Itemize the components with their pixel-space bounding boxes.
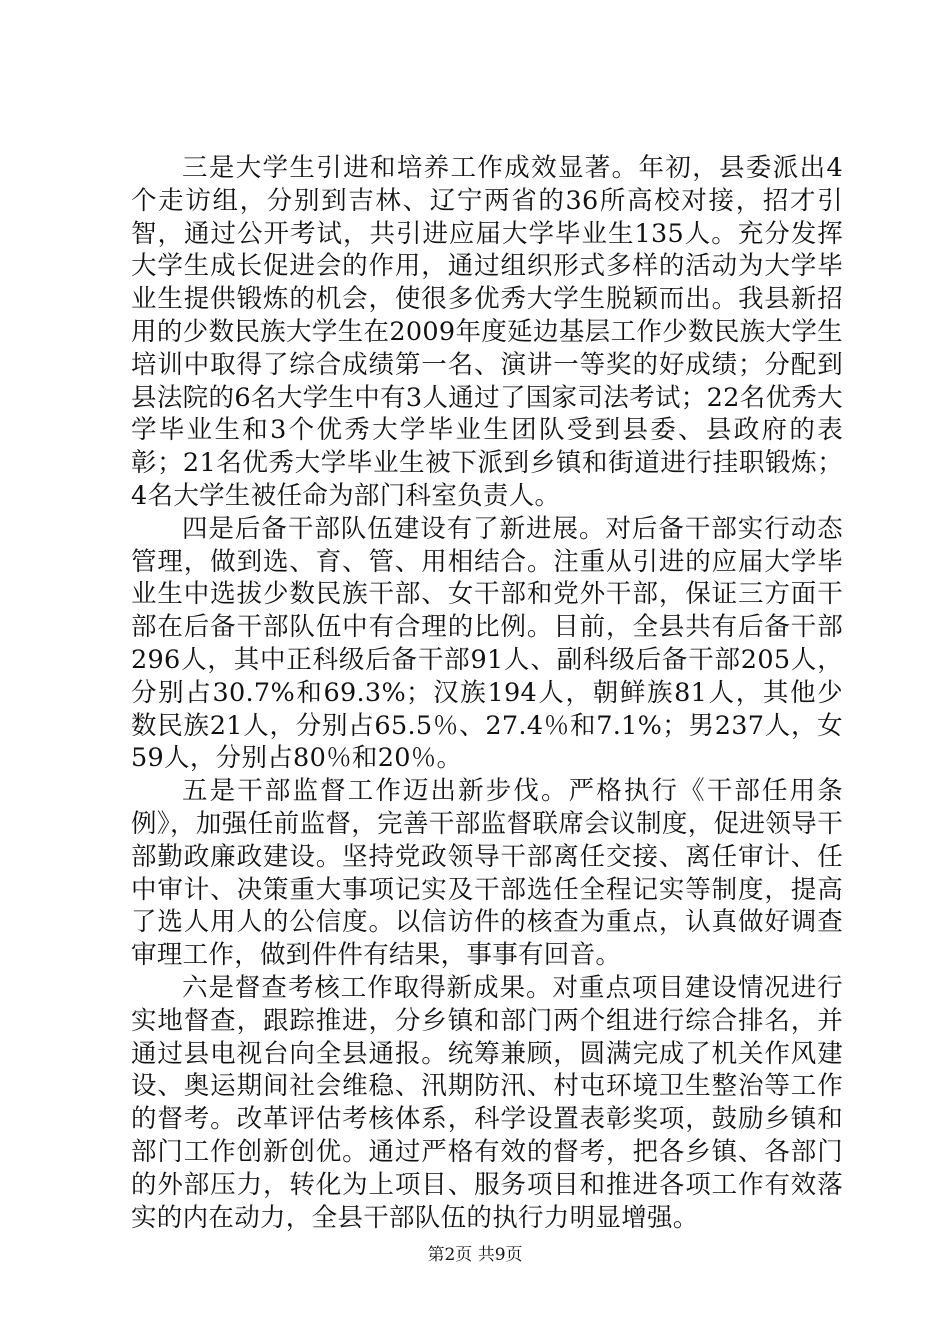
paragraph-reserve-cadres: 四是后备干部队伍建设有了新进展。对后备干部实行动态管理，做到选、育、管、用相结合。注重从引进的应届大学毕业生中选拔少数民族干部、女干部和党外干部，保证三方面干部在后备干部队伍中有合理的比例。目前，全县共有后备干部296人，其中正科级后备干部91人、副科级后备干部205人，分别占30.7%和69.3%；汉族194人，朝鲜族81人，其他少数民族21人，分别占65.5％、27.4％和7.1%；男237人，女59人，分别占80％和20％。 bbox=[131, 513, 843, 774]
paragraph-inspection-assessment: 六是督查考核工作取得新成果。对重点项目建设情况进行实地督查，跟踪推进，分乡镇和部门两个组进行综合排名，并通过县电视台向全县通报。统筹兼顾，圆满完成了机关作风建设、奥运期间社会维稳、汛期防汛、村屯环境卫生整治等工作的督考。改革评估考核体系，科学设置表彰奖项，鼓励乡镇和部门工作创新创优。通过严格有效的督考，把各乡镇、各部门的外部压力，转化为上项目、服务项目和推进各项工作有效落实的内在动力，全县干部队伍的执行力明显增强。 bbox=[131, 972, 843, 1233]
paragraph-university-graduates: 三是大学生引进和培养工作成效显著。年初，县委派出4个走访组，分别到吉林、辽宁两省的36所高校对接，招才引智，通过公开考试，共引进应届大学毕业生135人。充分发挥大学生成长促进会的作用，通过组织形式多样的活动为大学毕业生提供锻炼的机会，使很多优秀大学生脱颖而出。我县新招用的少数民族大学生在2009年度延边基层工作少数民族大学生培训中取得了综合成绩第一名、演讲一等奖的好成绩；分配到县法院的6名大学生中有3人通过了国家司法考试；22名优秀大学毕业生和3个优秀大学毕业生团队受到县委、县政府的表彰；21名优秀大学毕业生被下派到乡镇和街道进行挂职锻炼；4名大学生被任命为部门科室负责人。 bbox=[131, 153, 843, 511]
page-number-footer: 第2页 共9页 bbox=[427, 1245, 523, 1265]
document-body bbox=[131, 152, 843, 1234]
paragraph-cadre-supervision: 五是干部监督工作迈出新步伐。严格执行《干部任用条例》，加强任前监督，完善干部监督联席会议制度，促进领导干部勤政廉政建设。坚持党政领导干部离任交接、离任审计、任中审计、决策重大事项记实及干部选任全程记实等制度，提高了选人用人的公信度。以信访件的核查为重点，认真做好调查审理工作，做到件件有结果，事事有回音。 bbox=[131, 776, 843, 971]
